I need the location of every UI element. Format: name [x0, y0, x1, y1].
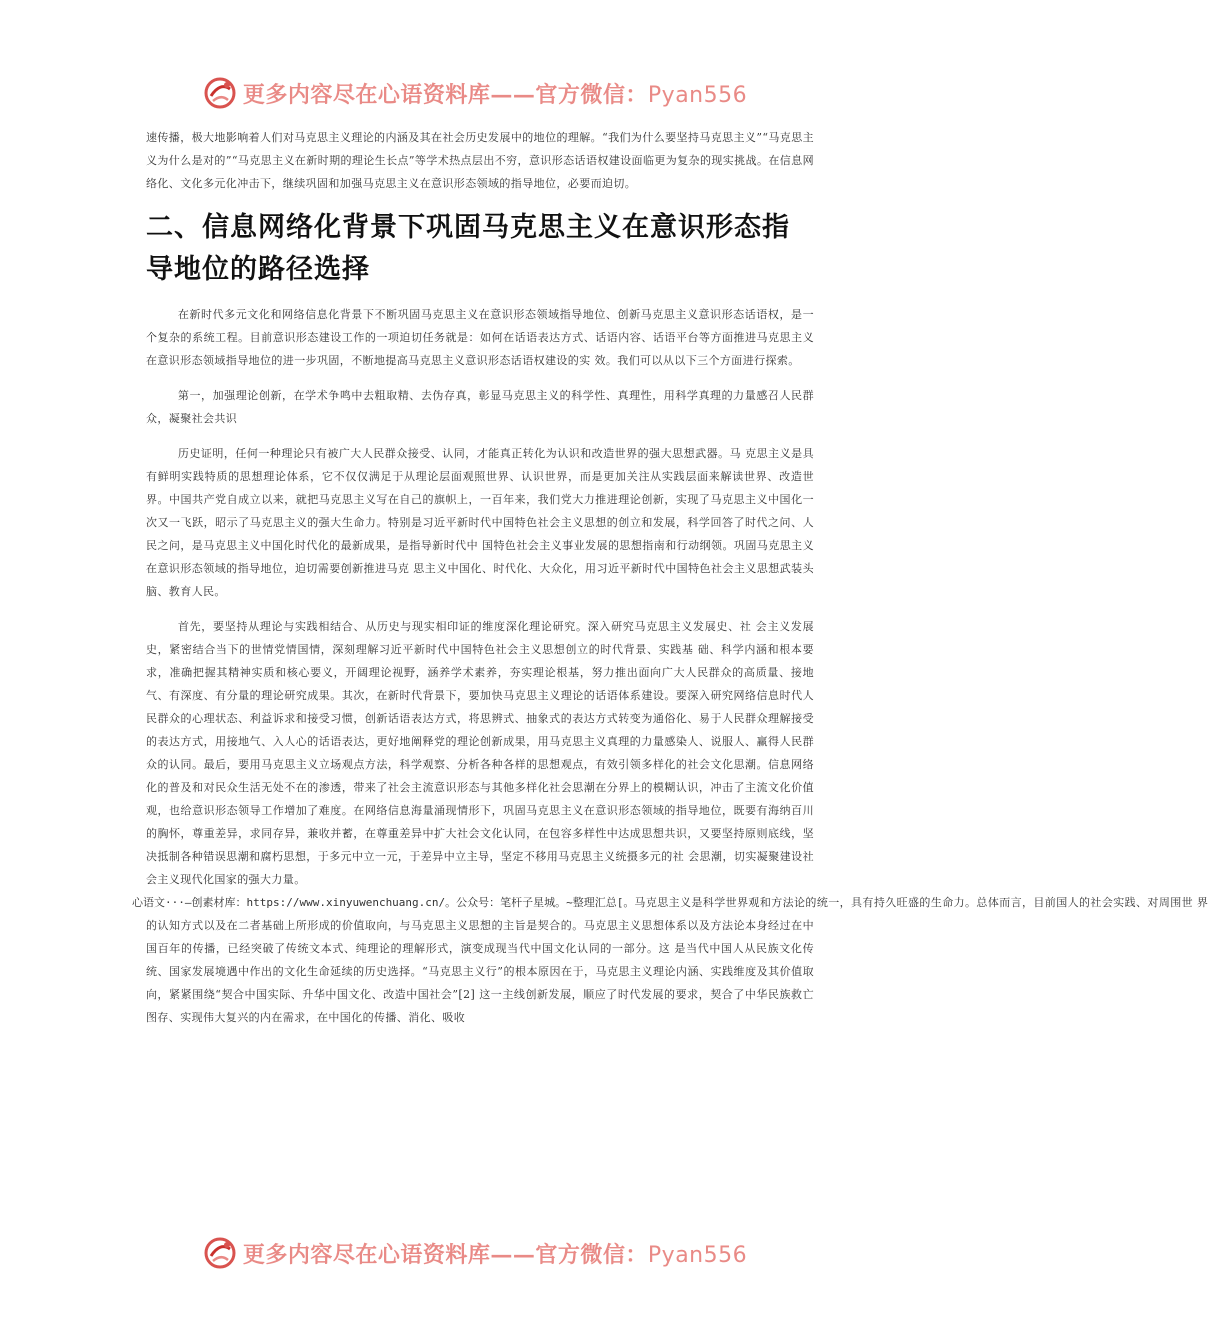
paragraph-3: 历史证明，任何一种理论只有被广大人民群众接受、认同，才能真正转化为认识和改造世界的强大思想武器。马 克思主义是具有鲜明实践特质的思想理论体系，它不仅仅满足于从理论层面观照世界、认识世界，而是更加关注从实践层面来解读世界、改造世界。中国共产党自成立以来，就把马克思主义写在自己的旗帜上，一百年来，我们党大力推进理论创新，实现了马克思主义中国化一次又一飞跃，昭示了马克思主义的强大生命力。特别是习近平新时代中国特色社会主义思想的创立和发展，科学回答了时代之问、人民之问，是马克思主义中国化时代化的最新成果，是指导新时代中 国特色社会主义事业发展的思想指南和行动纲领。巩固马克思主义在意识形态领域的指导地位，迫切需要创新推进马克 思主义中国化、时代化、大众化，用习近平新时代中国特色社会主义思想武装头脑、教育人民。 — [146, 447, 814, 598]
paragraph-2: 第一，加强理论创新，在学术争鸣中去粗取精、去伪存真，彰显马克思主义的科学性、真理性，用科学真理的力量感召人民群众，凝聚社会共识 — [146, 389, 814, 425]
section-heading: 二、信息网络化背景下巩固马克思主义在意识形态指导地位的路径选择 — [146, 212, 790, 285]
banner-text: 更多内容尽在心语资料库——官方微信：Pyan556 — [242, 81, 748, 108]
watermark-line: 心语文···—创素材库：https://www.xinyuwenchuang.cn/。公众号：笔杆子星城。~整理汇总[。马克思主义是科学世界观和方法论的统一，具有持久旺盛的生命力。总体而言，目前国人的社会实践、对周围世 界 — [132, 896, 1208, 909]
paragraph-5: 的认知方式以及在二者基础上所形成的价值取向，与马克思主义思想的主旨是契合的。马克思主义思想体系以及方法论本身经过在中国百年的传播，已经突破了传统文本式、纯理论的理解形式，演变成现当代中国文化认同的一部分。这 是当代中国人从民族文化传统、国家发展境遇中作出的文化生命延续的历史选择。“马克思主义行”的根本原因在于，马克思主义理论内涵、实践维度及其价值取向，紧紧围绕“契合中国实际、升华中国文化、改造中国社会”[2] 这一主线创新发展，顺应了时代发展的要求，契合了中华民族救亡图存、实现伟大复兴的内在需求，在中国化的传播、消化、吸收 — [146, 919, 814, 1024]
paragraph-intro: 速传播，极大地影响着人们对马克思主义理论的内涵及其在社会历史发展中的地位的理解。“我们为什么要坚持马克思主义”“马克思主义为什么是对的”“马克思主义在新时期的理论生长点”等学术热点层出不穷，意识形态话语权建设面临更为复杂的现实挑战。在信息网络化、文化多元化冲击下，继续巩固和加强马克思主义在意识形态领域的指导地位，必要而迫切。 — [146, 131, 814, 190]
article-body — [132, 126, 1208, 1029]
paragraph-4: 首先，要坚持从理论与实践相结合、从历史与现实相印证的维度深化理论研究。深入研究马克思主义发展史、社 会主义发展史，紧密结合当下的世情党情国情，深刻理解习近平新时代中国特色社会主义思想创立的时代背景、实践基 础、科学内涵和根本要求，准确把握其精神实质和核心要义，开阔理论视野，涵养学术素养，夯实理论根基，努力推出面向广大人民群众的高质量、接地气、有深度、有分量的理论研究成果。其次，在新时代背景下，要加快马克思主义理论的话语体系建设。要深入研究网络信息时代人民群众的心理状态、利益诉求和接受习惯，创新话语表达方式，将思辨式、抽象式的表达方式转变为通俗化、易于人民群众理解接受的表达方式，用接地气、入人心的话语表达，更好地阐释党的理论创新成果，用马克思主义真理的力量感染人、说服人、赢得人民群众的认同。最后，要用马克思主义立场观点方法，科学观察、分析各种各样的思想观点，有效引领多样化的社会文化思潮。信息网络化的普及和对民众生活无处不在的渗透，带来了社会主流意识形态与其他多样化社会思潮在分界上的模糊认识，冲击了主流文化价值观，也给意识形态领导工作增加了难度。在网络信息海量涌现情形下，巩固马克思主义在意识形态领域的指导地位，既要有海纳百川的胸怀，尊重差异，求同存异，兼收并蓄，在尊重差异中扩大社会文化认同，在包容多样性中达成思想共识，又要坚持原则底线，坚决抵制各种错误思潮和腐朽思想，于多元中立一元，于差异中立主导，坚定不移用马克思主义统摄多元的社 会思潮，切实凝聚建设社会主义现代化国家的强大力量。 — [146, 620, 814, 886]
logo-icon — [203, 76, 237, 110]
banner-text: 更多内容尽在心语资料库——官方微信：Pyan556 — [242, 1241, 748, 1268]
logo-icon — [203, 1236, 237, 1270]
paragraph-1: 在新时代多元文化和网络信息化背景下不断巩固马克思主义在意识形态领域指导地位、创新马克思主义意识形态话语权，是一个复杂的系统工程。目前意识形态建设工作的一项迫切任务就是：如何在话语表达方式、话语内容、话语平台等方面推进马克思主义在意识形态领域指导地位的进一步巩固，不断地提高马克思主义意识形态话语权建设的实 效。我们可以从以下三个方面进行探索。 — [146, 308, 814, 367]
footer-banner — [0, 1233, 950, 1273]
header-banner — [0, 73, 950, 113]
